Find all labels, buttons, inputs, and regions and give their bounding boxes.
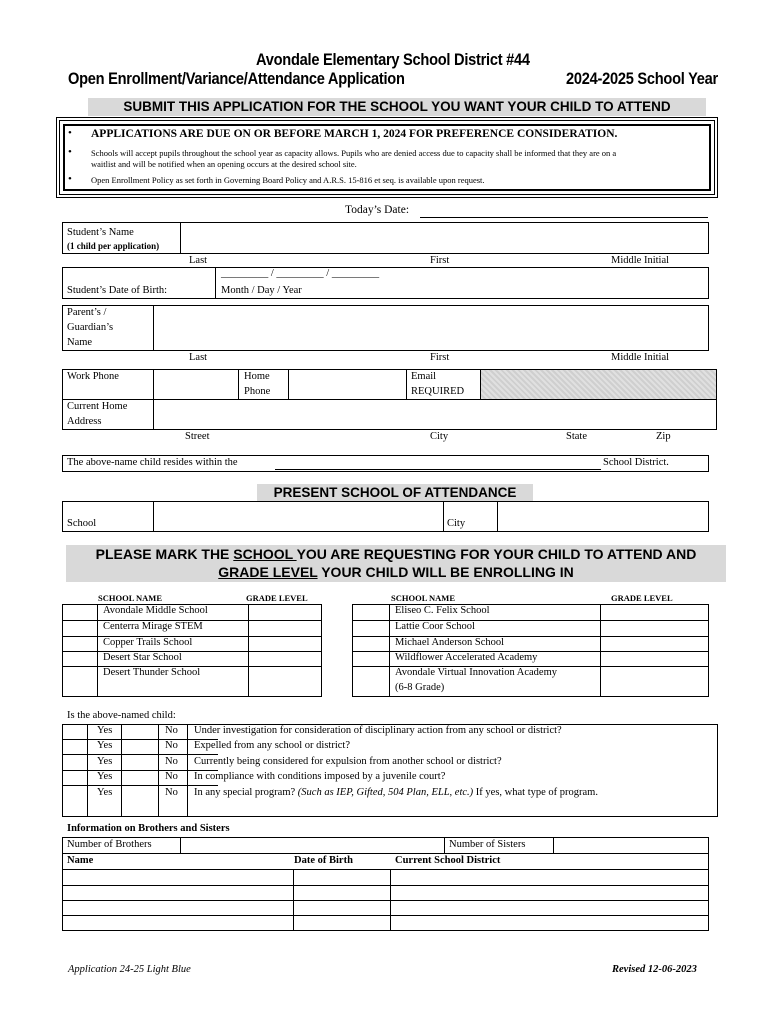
parent-label-3: Name <box>67 337 93 348</box>
footer-version: Application 24-25 Light Blue <box>68 964 191 975</box>
yes-checkbox[interactable] <box>63 740 86 753</box>
yes-checkbox[interactable] <box>63 771 86 784</box>
sibling-dob-field[interactable] <box>294 886 389 899</box>
no-label: No <box>165 787 178 798</box>
bullet-icon: • <box>68 127 72 139</box>
sibling-dob-field[interactable] <box>294 916 389 930</box>
present-school-heading: PRESENT SCHOOL OF ATTENDANCE <box>257 484 533 502</box>
no-checkbox[interactable] <box>122 755 157 769</box>
yes-checkbox[interactable] <box>63 786 86 816</box>
work-phone-field[interactable] <box>154 370 237 399</box>
form-title: Open Enrollment/Variance/Attendance Application <box>68 69 405 88</box>
grade-field[interactable] <box>249 637 321 650</box>
checkbox-eliseo-felix[interactable] <box>353 605 388 619</box>
school-name: Desert Star School <box>103 652 182 663</box>
checkbox-centerra-mirage[interactable] <box>63 621 96 635</box>
right-col-school: SCHOOL NAME <box>391 593 455 603</box>
parent-name-field[interactable] <box>154 306 708 350</box>
no-label: No <box>165 756 178 767</box>
student-name-field[interactable] <box>181 223 708 253</box>
notice-capacity-2: waitlist and will be notified when an opening occurs at the desired school site. <box>91 159 357 169</box>
question-text: Under investigation for consideration of disciplinary action from any school or district? <box>194 725 562 736</box>
school-year: 2024-2025 School Year <box>566 69 718 88</box>
col-name: Name <box>67 855 94 866</box>
col-dob: Date of Birth <box>294 855 353 866</box>
resides-prefix: The above-name child resides within the <box>67 457 238 468</box>
student-last-label: Last <box>189 255 208 266</box>
school-name: Eliseo C. Felix School <box>395 605 490 616</box>
siblings-heading: Information on Brothers and Sisters <box>67 823 230 834</box>
yes-label: Yes <box>97 787 113 798</box>
student-name-note: (1 child per application) <box>67 241 160 251</box>
yes-label: Yes <box>97 771 113 782</box>
sibling-district-field[interactable] <box>391 916 708 930</box>
notice-deadline: APPLICATIONS ARE DUE ON OR BEFORE MARCH 1, 2024 FOR PREFERENCE CONSIDERATION. <box>91 128 618 140</box>
checkbox-michael-anderson[interactable] <box>353 637 388 650</box>
yes-label: Yes <box>97 725 113 736</box>
parent-middle-label: Middle Initial <box>611 352 670 363</box>
special-program-field[interactable] <box>194 802 714 816</box>
state-label: State <box>566 431 587 442</box>
no-label: No <box>165 740 178 751</box>
sibling-name-field[interactable] <box>63 901 292 914</box>
num-sisters-field[interactable] <box>554 838 708 852</box>
school-name: Centerra Mirage STEM <box>103 621 203 632</box>
no-checkbox[interactable] <box>122 740 157 753</box>
school-name: Avondale Middle School <box>103 605 208 616</box>
no-checkbox[interactable] <box>122 725 157 738</box>
student-name-label: Student’s Name <box>67 227 134 238</box>
school-name: Desert Thunder School <box>103 667 201 678</box>
left-col-school: SCHOOL NAME <box>98 593 162 603</box>
bullet-icon: • <box>68 173 72 185</box>
yes-checkbox[interactable] <box>63 755 86 769</box>
parent-label-1: Parent’s / <box>67 307 107 318</box>
question-text: Currently being considered for expulsion from another school or district? <box>194 756 502 767</box>
question-text: Expelled from any school or district? <box>194 740 350 751</box>
yes-checkbox[interactable] <box>63 725 86 738</box>
left-col-grade: GRADE LEVEL <box>246 593 308 603</box>
checkbox-desert-thunder[interactable] <box>63 667 96 696</box>
school-name: Lattie Coor School <box>395 621 475 632</box>
notice-capacity-1: Schools will accept pupils throughout the school year as capacity allows. Pupils who are denied access due to capacity shall be informed that they are on a <box>91 148 617 158</box>
email-label-2: REQUIRED <box>411 386 465 397</box>
resides-suffix: School District. <box>603 457 669 468</box>
grade-field[interactable] <box>249 667 321 696</box>
dob-field[interactable]: _________ / _________ / _________ <box>221 268 380 279</box>
checkbox-avondale-virtual[interactable] <box>353 667 388 696</box>
email-label-1: Email <box>411 371 437 382</box>
checkbox-lattie-coor[interactable] <box>353 621 388 635</box>
sibling-name-field[interactable] <box>63 916 292 930</box>
street-label: Street <box>185 431 210 442</box>
dob-format: Month / Day / Year <box>221 285 302 296</box>
home-phone-label-1: Home <box>244 371 270 382</box>
sibling-name-field[interactable] <box>63 886 292 899</box>
student-first-label: First <box>430 255 450 266</box>
parent-label-2: Guardian’s <box>67 322 114 333</box>
grade-field[interactable] <box>249 652 321 665</box>
right-col-grade: GRADE LEVEL <box>611 593 673 603</box>
sibling-dob-field[interactable] <box>294 870 389 884</box>
sibling-dob-field[interactable] <box>294 901 389 914</box>
col-district: Current School District <box>395 855 501 866</box>
resides-district-field[interactable] <box>275 469 601 470</box>
address-label-1: Current Home <box>67 401 128 412</box>
question-text: In compliance with conditions imposed by a juvenile court? <box>194 771 446 782</box>
question-text: In any special program? (Such as IEP, Gifted, 504 Plan, ELL, etc.) If yes, what type of program. <box>194 787 598 798</box>
grade-field[interactable] <box>601 667 708 696</box>
yes-label: Yes <box>97 740 113 751</box>
num-brothers-field[interactable] <box>181 838 443 852</box>
present-city-label: City <box>447 518 466 529</box>
checkbox-desert-star[interactable] <box>63 652 96 665</box>
no-label: No <box>165 771 178 782</box>
sibling-district-field[interactable] <box>391 870 708 884</box>
todays-date-label: Today’s Date: <box>345 204 410 216</box>
sibling-district-field[interactable] <box>391 901 708 914</box>
district-title: Avondale Elementary School District #44 <box>256 50 530 69</box>
address-label-2: Address <box>67 416 102 427</box>
footer-revised: Revised 12-06-2023 <box>612 964 697 975</box>
city-label: City <box>430 431 449 442</box>
dob-label: Student’s Date of Birth: <box>67 285 168 296</box>
grade-field[interactable] <box>601 637 708 650</box>
school-name: Copper Trails School <box>103 637 193 648</box>
todays-date-field[interactable] <box>420 217 708 218</box>
school-name: Michael Anderson School <box>395 637 505 648</box>
parent-first-label: First <box>430 352 450 363</box>
questions-intro: Is the above-named child: <box>67 710 176 721</box>
num-brothers-label: Number of Brothers <box>67 839 152 850</box>
request-heading: PLEASE MARK THE SCHOOL YOU ARE REQUESTING FOR YOUR CHILD TO ATTEND AND GRADE LEVEL YOUR CHILD WILL BE ENROLLING IN <box>66 545 726 582</box>
sibling-district-field[interactable] <box>391 886 708 899</box>
home-phone-label-2: Phone <box>244 386 271 397</box>
zip-label: Zip <box>656 431 671 442</box>
checkbox-copper-trails[interactable] <box>63 637 96 650</box>
checkbox-avondale-middle[interactable] <box>63 605 96 619</box>
submit-banner: SUBMIT THIS APPLICATION FOR THE SCHOOL YOU WANT YOUR CHILD TO ATTEND <box>88 98 706 116</box>
bullet-icon: • <box>68 146 72 158</box>
address-field[interactable] <box>154 400 716 429</box>
grade-field[interactable] <box>601 652 708 665</box>
home-phone-field[interactable] <box>289 370 405 399</box>
grade-field[interactable] <box>249 621 321 635</box>
parent-last-label: Last <box>189 352 208 363</box>
no-label: No <box>165 725 178 736</box>
present-school-field[interactable] <box>154 502 442 531</box>
num-sisters-label: Number of Sisters <box>449 839 526 850</box>
email-field[interactable] <box>481 370 716 399</box>
no-checkbox[interactable] <box>122 771 157 784</box>
school-name: Wildflower Accelerated Academy <box>395 652 538 663</box>
grade-field[interactable] <box>601 605 708 619</box>
student-middle-label: Middle Initial <box>611 255 670 266</box>
present-city-field[interactable] <box>498 502 708 531</box>
sibling-name-field[interactable] <box>63 870 292 884</box>
present-school-label: School <box>67 518 97 529</box>
work-phone-label: Work Phone <box>67 371 119 382</box>
checkbox-wildflower[interactable] <box>353 652 388 665</box>
no-checkbox[interactable] <box>122 786 157 816</box>
grade-field[interactable] <box>601 621 708 635</box>
yes-label: Yes <box>97 756 113 767</box>
school-grade-note: (6-8 Grade) <box>395 682 445 693</box>
grade-field[interactable] <box>249 605 321 619</box>
school-name: Avondale Virtual Innovation Academy <box>395 667 557 678</box>
notice-policy: Open Enrollment Policy as set forth in Governing Board Policy and A.R.S. 15-816 et seq. is available upon request. <box>91 175 485 185</box>
